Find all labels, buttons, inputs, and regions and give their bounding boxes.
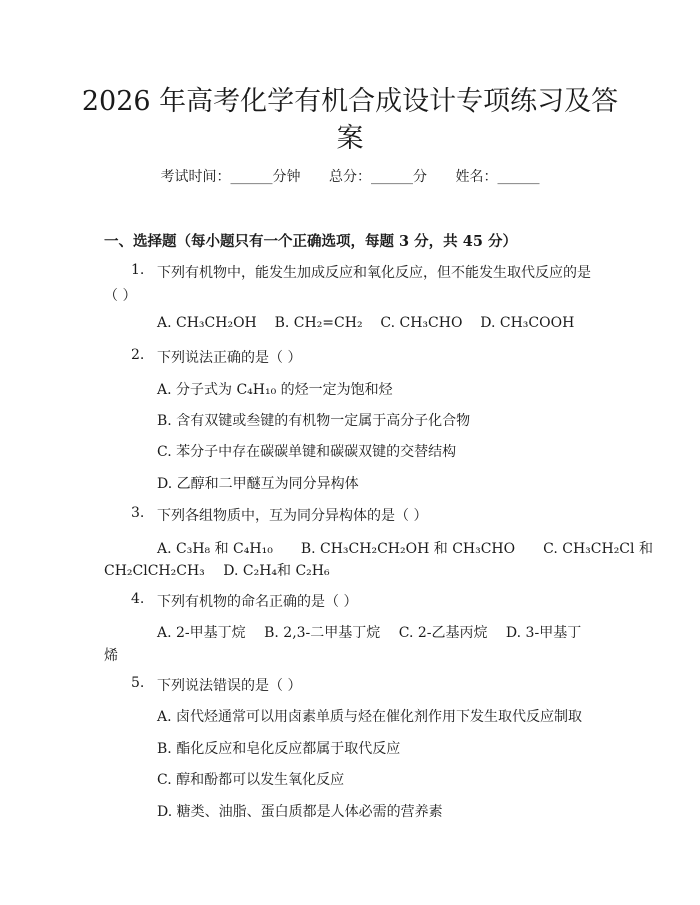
question-5-text: 下列说法错误的是（ ） — [157, 678, 302, 694]
question-5-option-d: D. 糖类、油脂、蛋白质都是人体必需的营养素 — [157, 804, 443, 820]
question-2-option-a: A. 分子式为 C₄H₁₀ 的烃一定为饱和烃 — [157, 382, 393, 398]
question-2-option-b: B. 含有双键或叁键的有机物一定属于高分子化合物 — [157, 413, 471, 429]
page-title-line2: 案 — [336, 123, 364, 154]
question-1-text: 下列有机物中，能发生加成反应和氧化反应，但不能发生取代反应的是 — [157, 265, 591, 281]
question-1-option-a: A. CH₃CH₂OH — [157, 315, 257, 331]
question-4-options-line2: 烯 — [104, 648, 118, 664]
question-3-text: 下列各组物质中，互为同分异构体的是（ ） — [157, 508, 428, 524]
question-5-option-c: C. 醇和酚都可以发生氧化反应 — [157, 772, 345, 788]
question-3-options-line1: A. C₃H₈ 和 C₄H₁₀ B. CH₃CH₂CH₂OH 和 CH₃CHO C. CH₃CH₂Cl 和 — [157, 541, 653, 557]
question-number-4: 4. — [131, 591, 145, 607]
question-1-option-d: D. CH₃COOH — [480, 315, 575, 331]
student-name-field: 姓名：______ — [455, 169, 540, 185]
question-4-text: 下列有机物的命名正确的是（ ） — [157, 594, 358, 610]
page-title-line1: 2026 年高考化学有机合成设计专项练习及答 — [81, 86, 619, 117]
question-number-5: 5. — [131, 675, 145, 691]
question-4-options-line1: A. 2-甲基丁烷 B. 2,3-二甲基丁烷 C. 2-乙基丙烷 D. 3-甲基丁 — [157, 625, 582, 641]
question-5-option-b: B. 酯化反应和皂化反应都属于取代反应 — [157, 741, 401, 757]
question-2-text: 下列说法正确的是（ ） — [157, 350, 302, 366]
question-1-options — [157, 315, 574, 331]
question-2-option-d: D. 乙醇和二甲醚互为同分异构体 — [157, 476, 359, 492]
question-number-3: 3. — [131, 505, 145, 521]
question-1-bracket: （ ） — [104, 288, 137, 304]
question-number-1: 1. — [131, 262, 145, 278]
question-2-option-c: C. 苯分子中存在碳碳单键和碳碳双键的交替结构 — [157, 444, 457, 460]
question-number-2: 2. — [131, 347, 145, 363]
exam-info-row — [0, 166, 700, 186]
question-3-options-line2: CH₂ClCH₂CH₃ D. C₂H₄和 C₂H₆ — [104, 563, 330, 579]
section-heading-multiple-choice: 一、选择题（每小题只有一个正确选项，每题 3 分，共 45 分） — [104, 233, 517, 250]
question-1-option-c: C. CH₃CHO — [380, 315, 463, 331]
question-5-option-a: A. 卤代烃通常可以用卤素单质与烃在催化剂作用下发生取代反应制取 — [157, 709, 583, 725]
exam-time-field: 考试时间：______分钟 — [160, 169, 301, 185]
question-1-option-b: B. CH₂=CH₂ — [274, 315, 363, 331]
total-score-field: 总分：______分 — [329, 169, 427, 185]
